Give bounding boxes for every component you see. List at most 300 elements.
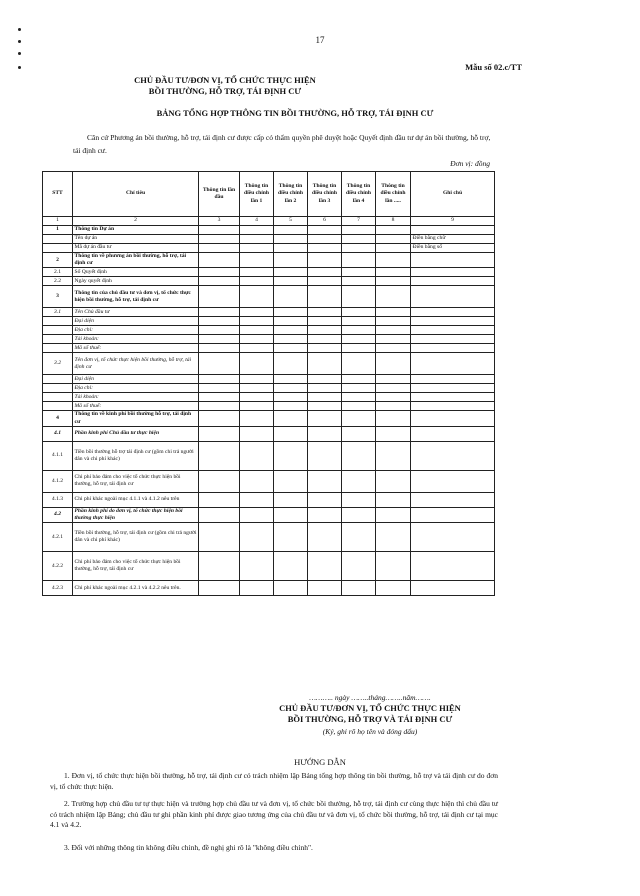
column-number: 9 <box>411 217 495 226</box>
page-number: 17 <box>315 35 325 45</box>
row-note: Điền bằng chữ <box>411 235 495 244</box>
row-stt <box>43 402 73 411</box>
column-number: 7 <box>342 217 376 226</box>
row-note <box>411 268 495 277</box>
row-value-cell <box>240 552 274 581</box>
row-value-cell <box>308 492 342 507</box>
row-stt <box>43 375 73 384</box>
table-row <box>43 253 495 268</box>
row-value-cell <box>199 286 240 308</box>
form-number: Mẫu số 02.c/TT <box>465 62 522 72</box>
row-stt <box>43 393 73 402</box>
row-value-cell <box>308 244 342 253</box>
table-row <box>43 384 495 393</box>
row-indicator: Chi phí bảo đảm cho việc tổ chức thực hiện bồi thường, hỗ trợ, tái định cư <box>73 470 199 492</box>
row-value-cell <box>376 581 411 596</box>
row-note <box>411 308 495 317</box>
row-value-cell <box>199 335 240 344</box>
row-value-cell <box>274 326 308 335</box>
row-value-cell <box>240 507 274 522</box>
row-value-cell <box>274 393 308 402</box>
row-value-cell <box>240 411 274 426</box>
row-value-cell <box>308 441 342 470</box>
row-value-cell <box>199 326 240 335</box>
header-adjust-4: Thông tin điều chỉnh lần 4 <box>342 172 376 217</box>
row-value-cell <box>308 384 342 393</box>
row-value-cell <box>342 226 376 235</box>
row-indicator: Mã số thuế: <box>73 402 199 411</box>
row-value-cell <box>240 226 274 235</box>
row-value-cell <box>274 507 308 522</box>
guide-item-2: 2. Trường hợp chủ đầu tư tự thực hiện và trường hợp chủ đầu tư và đơn vị, tổ chức bồi thường, hỗ trợ, tái định cư cùng thực hiện thì chủ đầu tư có trách nhiệm lập Bảng; chủ đầu tư ghi phần kinh phí được giao tương ứng của chủ đầu tư và đơn vị, tổ chức bồi thường, hỗ trợ, tái định cư tại mục 4.1 và 4.2. <box>50 799 498 829</box>
row-value-cell <box>308 268 342 277</box>
row-value-cell <box>274 384 308 393</box>
header-adjust-1: Thông tin điều chỉnh lần 1 <box>240 172 274 217</box>
row-value-cell <box>274 523 308 552</box>
row-value-cell <box>342 344 376 353</box>
row-note <box>411 507 495 522</box>
row-stt <box>43 235 73 244</box>
row-stt: 4 <box>43 411 73 426</box>
row-value-cell <box>308 253 342 268</box>
row-value-cell <box>376 308 411 317</box>
row-value-cell <box>199 253 240 268</box>
row-value-cell <box>199 402 240 411</box>
row-indicator: Thông tin về kinh phí bồi thường hỗ trợ, tái định cư <box>73 411 199 426</box>
row-value-cell <box>308 317 342 326</box>
row-value-cell <box>199 492 240 507</box>
row-value-cell <box>274 235 308 244</box>
row-stt: 4.2.3 <box>43 581 73 596</box>
row-value-cell <box>342 411 376 426</box>
row-value-cell <box>240 277 274 286</box>
header-adjust-n: Thông tin điều chỉnh lần ..... <box>376 172 411 217</box>
row-value-cell <box>274 375 308 384</box>
row-note <box>411 326 495 335</box>
row-value-cell <box>240 492 274 507</box>
row-indicator: Ngày quyết định <box>73 277 199 286</box>
row-indicator: Địa chỉ: <box>73 326 199 335</box>
row-note <box>411 552 495 581</box>
row-indicator: Chi phí khác ngoài mục 4.2.1 và 4.2.2 nêu trên. <box>73 581 199 596</box>
row-indicator: Phần kinh phí do đơn vị, tổ chức thực hiện bồi thường thực hiện <box>73 507 199 522</box>
row-value-cell <box>199 384 240 393</box>
row-stt <box>43 344 73 353</box>
row-value-cell <box>342 268 376 277</box>
guide-title: HƯỚNG DẪN <box>294 757 346 767</box>
table-row <box>43 375 495 384</box>
row-value-cell <box>308 411 342 426</box>
row-stt <box>43 244 73 253</box>
row-value-cell <box>274 492 308 507</box>
row-value-cell <box>274 470 308 492</box>
row-value-cell <box>376 277 411 286</box>
margin-mark <box>18 28 21 31</box>
column-number-row <box>43 217 495 226</box>
column-number: 6 <box>308 217 342 226</box>
row-value-cell <box>376 353 411 375</box>
row-stt: 3.2 <box>43 353 73 375</box>
table-row <box>43 308 495 317</box>
row-value-cell <box>308 393 342 402</box>
row-value-cell <box>376 411 411 426</box>
row-value-cell <box>308 581 342 596</box>
table-row <box>43 507 495 522</box>
row-note <box>411 426 495 441</box>
row-value-cell <box>240 581 274 596</box>
row-note <box>411 523 495 552</box>
row-value-cell <box>376 552 411 581</box>
row-value-cell <box>342 384 376 393</box>
row-value-cell <box>376 470 411 492</box>
row-value-cell <box>199 344 240 353</box>
row-indicator: Chi phí bảo đảm cho việc tổ chức thực hiện bồi thường, hỗ trợ, tái định cư <box>73 552 199 581</box>
row-note <box>411 393 495 402</box>
org-title-line2: BỒI THƯỜNG, HỖ TRỢ, TÁI ĐỊNH CƯ <box>148 86 302 96</box>
table-row <box>43 552 495 581</box>
row-value-cell <box>199 441 240 470</box>
row-value-cell <box>342 308 376 317</box>
row-note <box>411 375 495 384</box>
header-row <box>43 172 495 217</box>
row-value-cell <box>199 411 240 426</box>
row-note <box>411 492 495 507</box>
row-value-cell <box>199 507 240 522</box>
row-value-cell <box>342 426 376 441</box>
row-value-cell <box>376 317 411 326</box>
row-value-cell <box>308 226 342 235</box>
intro-paragraph: Căn cứ Phương án bồi thường, hỗ trợ, tái định cư được cấp có thẩm quyền phê duyệt hoặc Quyết định đầu tư dự án bồi thường, hỗ trợ, tái định cư. <box>73 133 491 155</box>
header-stt: STT <box>43 172 73 217</box>
row-value-cell <box>308 335 342 344</box>
summary-table <box>42 171 495 596</box>
row-value-cell <box>308 286 342 308</box>
row-value-cell <box>199 581 240 596</box>
row-value-cell <box>376 253 411 268</box>
signature-note: (Ký, ghi rõ họ tên và đóng dấu) <box>322 727 418 736</box>
row-value-cell <box>342 244 376 253</box>
row-value-cell <box>376 235 411 244</box>
row-value-cell <box>308 326 342 335</box>
row-note <box>411 344 495 353</box>
row-indicator: Tiền bồi thường, hỗ trợ, tái định cư (gồm chi trả người dân và chi phí khác) <box>73 523 199 552</box>
row-value-cell <box>274 277 308 286</box>
row-indicator: Tên Chủ đầu tư <box>73 308 199 317</box>
row-value-cell <box>376 441 411 470</box>
header-adjust-3: Thông tin điều chỉnh lần 3 <box>308 172 342 217</box>
row-value-cell <box>376 326 411 335</box>
row-value-cell <box>342 581 376 596</box>
table-row <box>43 286 495 308</box>
row-stt: 3 <box>43 286 73 308</box>
row-value-cell <box>240 470 274 492</box>
row-value-cell <box>274 344 308 353</box>
row-value-cell <box>240 353 274 375</box>
row-value-cell <box>342 470 376 492</box>
row-value-cell <box>240 375 274 384</box>
table-row <box>43 411 495 426</box>
row-indicator: Thông tin của chủ đầu tư và đơn vị, tổ chức thực hiện bồi thường, hỗ trợ, tái định cư <box>73 286 199 308</box>
row-indicator: Chi phí khác ngoài mục 4.1.1 và 4.1.2 nêu trên <box>73 492 199 507</box>
table-row <box>43 244 495 253</box>
row-value-cell <box>376 523 411 552</box>
table-row <box>43 326 495 335</box>
row-stt: 1 <box>43 226 73 235</box>
row-value-cell <box>342 326 376 335</box>
row-value-cell <box>274 335 308 344</box>
row-indicator: Đại diện <box>73 375 199 384</box>
row-indicator: Tên đơn vị, tổ chức thực hiện bồi thường, hỗ trợ, tái định cư <box>73 353 199 375</box>
row-note <box>411 317 495 326</box>
row-value-cell <box>342 523 376 552</box>
row-value-cell <box>274 441 308 470</box>
row-value-cell <box>376 402 411 411</box>
table-row <box>43 441 495 470</box>
row-value-cell <box>376 335 411 344</box>
row-stt: 4.1.2 <box>43 470 73 492</box>
row-value-cell <box>342 353 376 375</box>
row-value-cell <box>240 426 274 441</box>
row-value-cell <box>199 470 240 492</box>
row-stt: 2.2 <box>43 277 73 286</box>
signature-title <box>245 703 495 725</box>
header-initial-info: Thông tin lần đầu <box>199 172 240 217</box>
row-value-cell <box>274 226 308 235</box>
row-value-cell <box>376 384 411 393</box>
row-value-cell <box>199 552 240 581</box>
row-value-cell <box>342 441 376 470</box>
row-value-cell <box>308 402 342 411</box>
row-value-cell <box>240 344 274 353</box>
row-value-cell <box>199 393 240 402</box>
row-value-cell <box>376 268 411 277</box>
signature-title-line2: BỒI THƯỜNG, HỖ TRỢ VÀ TÁI ĐỊNH CƯ <box>287 714 453 724</box>
row-value-cell <box>199 308 240 317</box>
table-row <box>43 353 495 375</box>
row-value-cell <box>240 286 274 308</box>
row-indicator: Tài khoản: <box>73 335 199 344</box>
row-value-cell <box>342 492 376 507</box>
row-value-cell <box>376 286 411 308</box>
table-row <box>43 393 495 402</box>
row-value-cell <box>240 523 274 552</box>
table-row <box>43 470 495 492</box>
row-value-cell <box>376 226 411 235</box>
row-value-cell <box>342 277 376 286</box>
row-stt: 4.1 <box>43 426 73 441</box>
row-stt <box>43 335 73 344</box>
row-value-cell <box>240 441 274 470</box>
row-value-cell <box>376 375 411 384</box>
row-note <box>411 402 495 411</box>
row-note <box>411 226 495 235</box>
row-indicator: Phần kinh phí Chủ đầu tư thực hiện <box>73 426 199 441</box>
table-row <box>43 344 495 353</box>
row-value-cell <box>240 317 274 326</box>
header-note: Ghi chú <box>411 172 495 217</box>
row-value-cell <box>199 353 240 375</box>
row-value-cell <box>274 244 308 253</box>
row-value-cell <box>376 507 411 522</box>
row-value-cell <box>376 393 411 402</box>
row-indicator: Tiền bồi thường hỗ trợ tái định cư (gồm chi trả người dân và chi phí khác) <box>73 441 199 470</box>
table-row <box>43 492 495 507</box>
row-value-cell <box>199 277 240 286</box>
column-number: 2 <box>73 217 199 226</box>
row-value-cell <box>274 268 308 277</box>
row-note <box>411 581 495 596</box>
column-number: 1 <box>43 217 73 226</box>
row-note <box>411 353 495 375</box>
row-note <box>411 470 495 492</box>
row-stt <box>43 317 73 326</box>
row-note <box>411 441 495 470</box>
row-value-cell <box>376 344 411 353</box>
row-value-cell <box>342 552 376 581</box>
row-value-cell <box>199 317 240 326</box>
row-value-cell <box>308 277 342 286</box>
row-indicator: Tài khoản: <box>73 393 199 402</box>
row-note <box>411 411 495 426</box>
row-value-cell <box>240 268 274 277</box>
row-stt: 2 <box>43 253 73 268</box>
row-value-cell <box>376 244 411 253</box>
row-value-cell <box>308 470 342 492</box>
row-value-cell <box>342 235 376 244</box>
row-indicator: Thông tin Dự án <box>73 226 199 235</box>
row-value-cell <box>308 235 342 244</box>
table-row <box>43 317 495 326</box>
row-stt: 4.1.3 <box>43 492 73 507</box>
header-indicator: Chỉ tiêu <box>73 172 199 217</box>
row-value-cell <box>240 308 274 317</box>
row-value-cell <box>199 244 240 253</box>
row-value-cell <box>342 375 376 384</box>
column-number: 4 <box>240 217 274 226</box>
row-value-cell <box>274 286 308 308</box>
row-stt: 3.1 <box>43 308 73 317</box>
row-value-cell <box>274 402 308 411</box>
signature-date: ……….. ngày ……..tháng……..năm……. <box>309 693 431 702</box>
table-row <box>43 268 495 277</box>
row-value-cell <box>274 411 308 426</box>
row-value-cell <box>199 268 240 277</box>
row-value-cell <box>308 308 342 317</box>
table-row <box>43 335 495 344</box>
column-number: 3 <box>199 217 240 226</box>
row-indicator: Số Quyết định <box>73 268 199 277</box>
table-row <box>43 226 495 235</box>
row-stt: 4.2.2 <box>43 552 73 581</box>
org-title <box>60 75 390 97</box>
row-indicator: Đại diện <box>73 317 199 326</box>
guide-item-3: 3. Đối với những thông tin không điều chỉnh, đề nghị ghi rõ là "không điều chỉnh". <box>64 843 313 852</box>
row-value-cell <box>240 253 274 268</box>
table-row <box>43 426 495 441</box>
row-stt: 4.2.1 <box>43 523 73 552</box>
row-note: Điền bằng số <box>411 244 495 253</box>
row-value-cell <box>308 507 342 522</box>
table-row <box>43 235 495 244</box>
row-note <box>411 277 495 286</box>
row-indicator: Tên dự án <box>73 235 199 244</box>
row-value-cell <box>308 375 342 384</box>
row-value-cell <box>342 507 376 522</box>
row-value-cell <box>376 426 411 441</box>
row-value-cell <box>274 552 308 581</box>
row-value-cell <box>308 353 342 375</box>
table-row <box>43 277 495 286</box>
table-row <box>43 581 495 596</box>
row-value-cell <box>308 426 342 441</box>
row-value-cell <box>199 235 240 244</box>
row-value-cell <box>240 393 274 402</box>
column-number: 5 <box>274 217 308 226</box>
row-value-cell <box>240 235 274 244</box>
table-title: BẢNG TỔNG HỢP THÔNG TIN BỒI THƯỜNG, HỖ TRỢ, TÁI ĐỊNH CƯ <box>156 108 434 118</box>
row-value-cell <box>308 344 342 353</box>
header-adjust-2: Thông tin điều chỉnh lần 2 <box>274 172 308 217</box>
org-title-line1: CHỦ ĐẦU TƯ/ĐƠN VỊ, TỔ CHỨC THỰC HIỆN <box>134 75 316 85</box>
row-value-cell <box>240 384 274 393</box>
row-value-cell <box>274 308 308 317</box>
table-row <box>43 402 495 411</box>
row-value-cell <box>240 244 274 253</box>
row-value-cell <box>342 286 376 308</box>
signature-title-line1: CHỦ ĐẦU TƯ/ĐƠN VỊ, TỔ CHỨC THỰC HIỆN <box>279 703 461 713</box>
row-indicator: Mã số thuế: <box>73 344 199 353</box>
row-value-cell <box>199 523 240 552</box>
row-note <box>411 286 495 308</box>
row-value-cell <box>342 335 376 344</box>
row-value-cell <box>274 317 308 326</box>
row-value-cell <box>240 326 274 335</box>
table-row <box>43 523 495 552</box>
row-value-cell <box>308 523 342 552</box>
row-value-cell <box>199 426 240 441</box>
row-value-cell <box>199 375 240 384</box>
row-value-cell <box>274 253 308 268</box>
column-number: 8 <box>376 217 411 226</box>
row-value-cell <box>342 317 376 326</box>
row-stt <box>43 326 73 335</box>
row-value-cell <box>376 492 411 507</box>
row-value-cell <box>199 226 240 235</box>
row-stt <box>43 384 73 393</box>
margin-mark <box>18 66 21 69</box>
row-indicator: Mã dự án đầu tư <box>73 244 199 253</box>
row-value-cell <box>274 581 308 596</box>
row-stt: 2.1 <box>43 268 73 277</box>
row-stt: 4.1.1 <box>43 441 73 470</box>
unit-label: Đơn vị: đồng <box>450 159 490 168</box>
guide-item-1: 1. Đơn vị, tổ chức thực hiện bồi thường, hỗ trợ, tái định cư có trách nhiệm lập Bảng tổng hợp thông tin bồi thường, hỗ trợ và tái định cư do đơn vị, tổ chức thực hiện. <box>50 771 498 791</box>
row-note <box>411 335 495 344</box>
row-value-cell <box>342 402 376 411</box>
row-value-cell <box>240 402 274 411</box>
margin-mark <box>18 52 21 55</box>
row-value-cell <box>274 353 308 375</box>
row-indicator: Địa chỉ: <box>73 384 199 393</box>
row-value-cell <box>342 393 376 402</box>
row-stt: 4.2 <box>43 507 73 522</box>
row-value-cell <box>240 335 274 344</box>
row-value-cell <box>342 253 376 268</box>
row-indicator: Thông tin về phương án bồi thường, hỗ trợ, tái định cư <box>73 253 199 268</box>
row-value-cell <box>274 426 308 441</box>
row-note <box>411 384 495 393</box>
row-value-cell <box>308 552 342 581</box>
